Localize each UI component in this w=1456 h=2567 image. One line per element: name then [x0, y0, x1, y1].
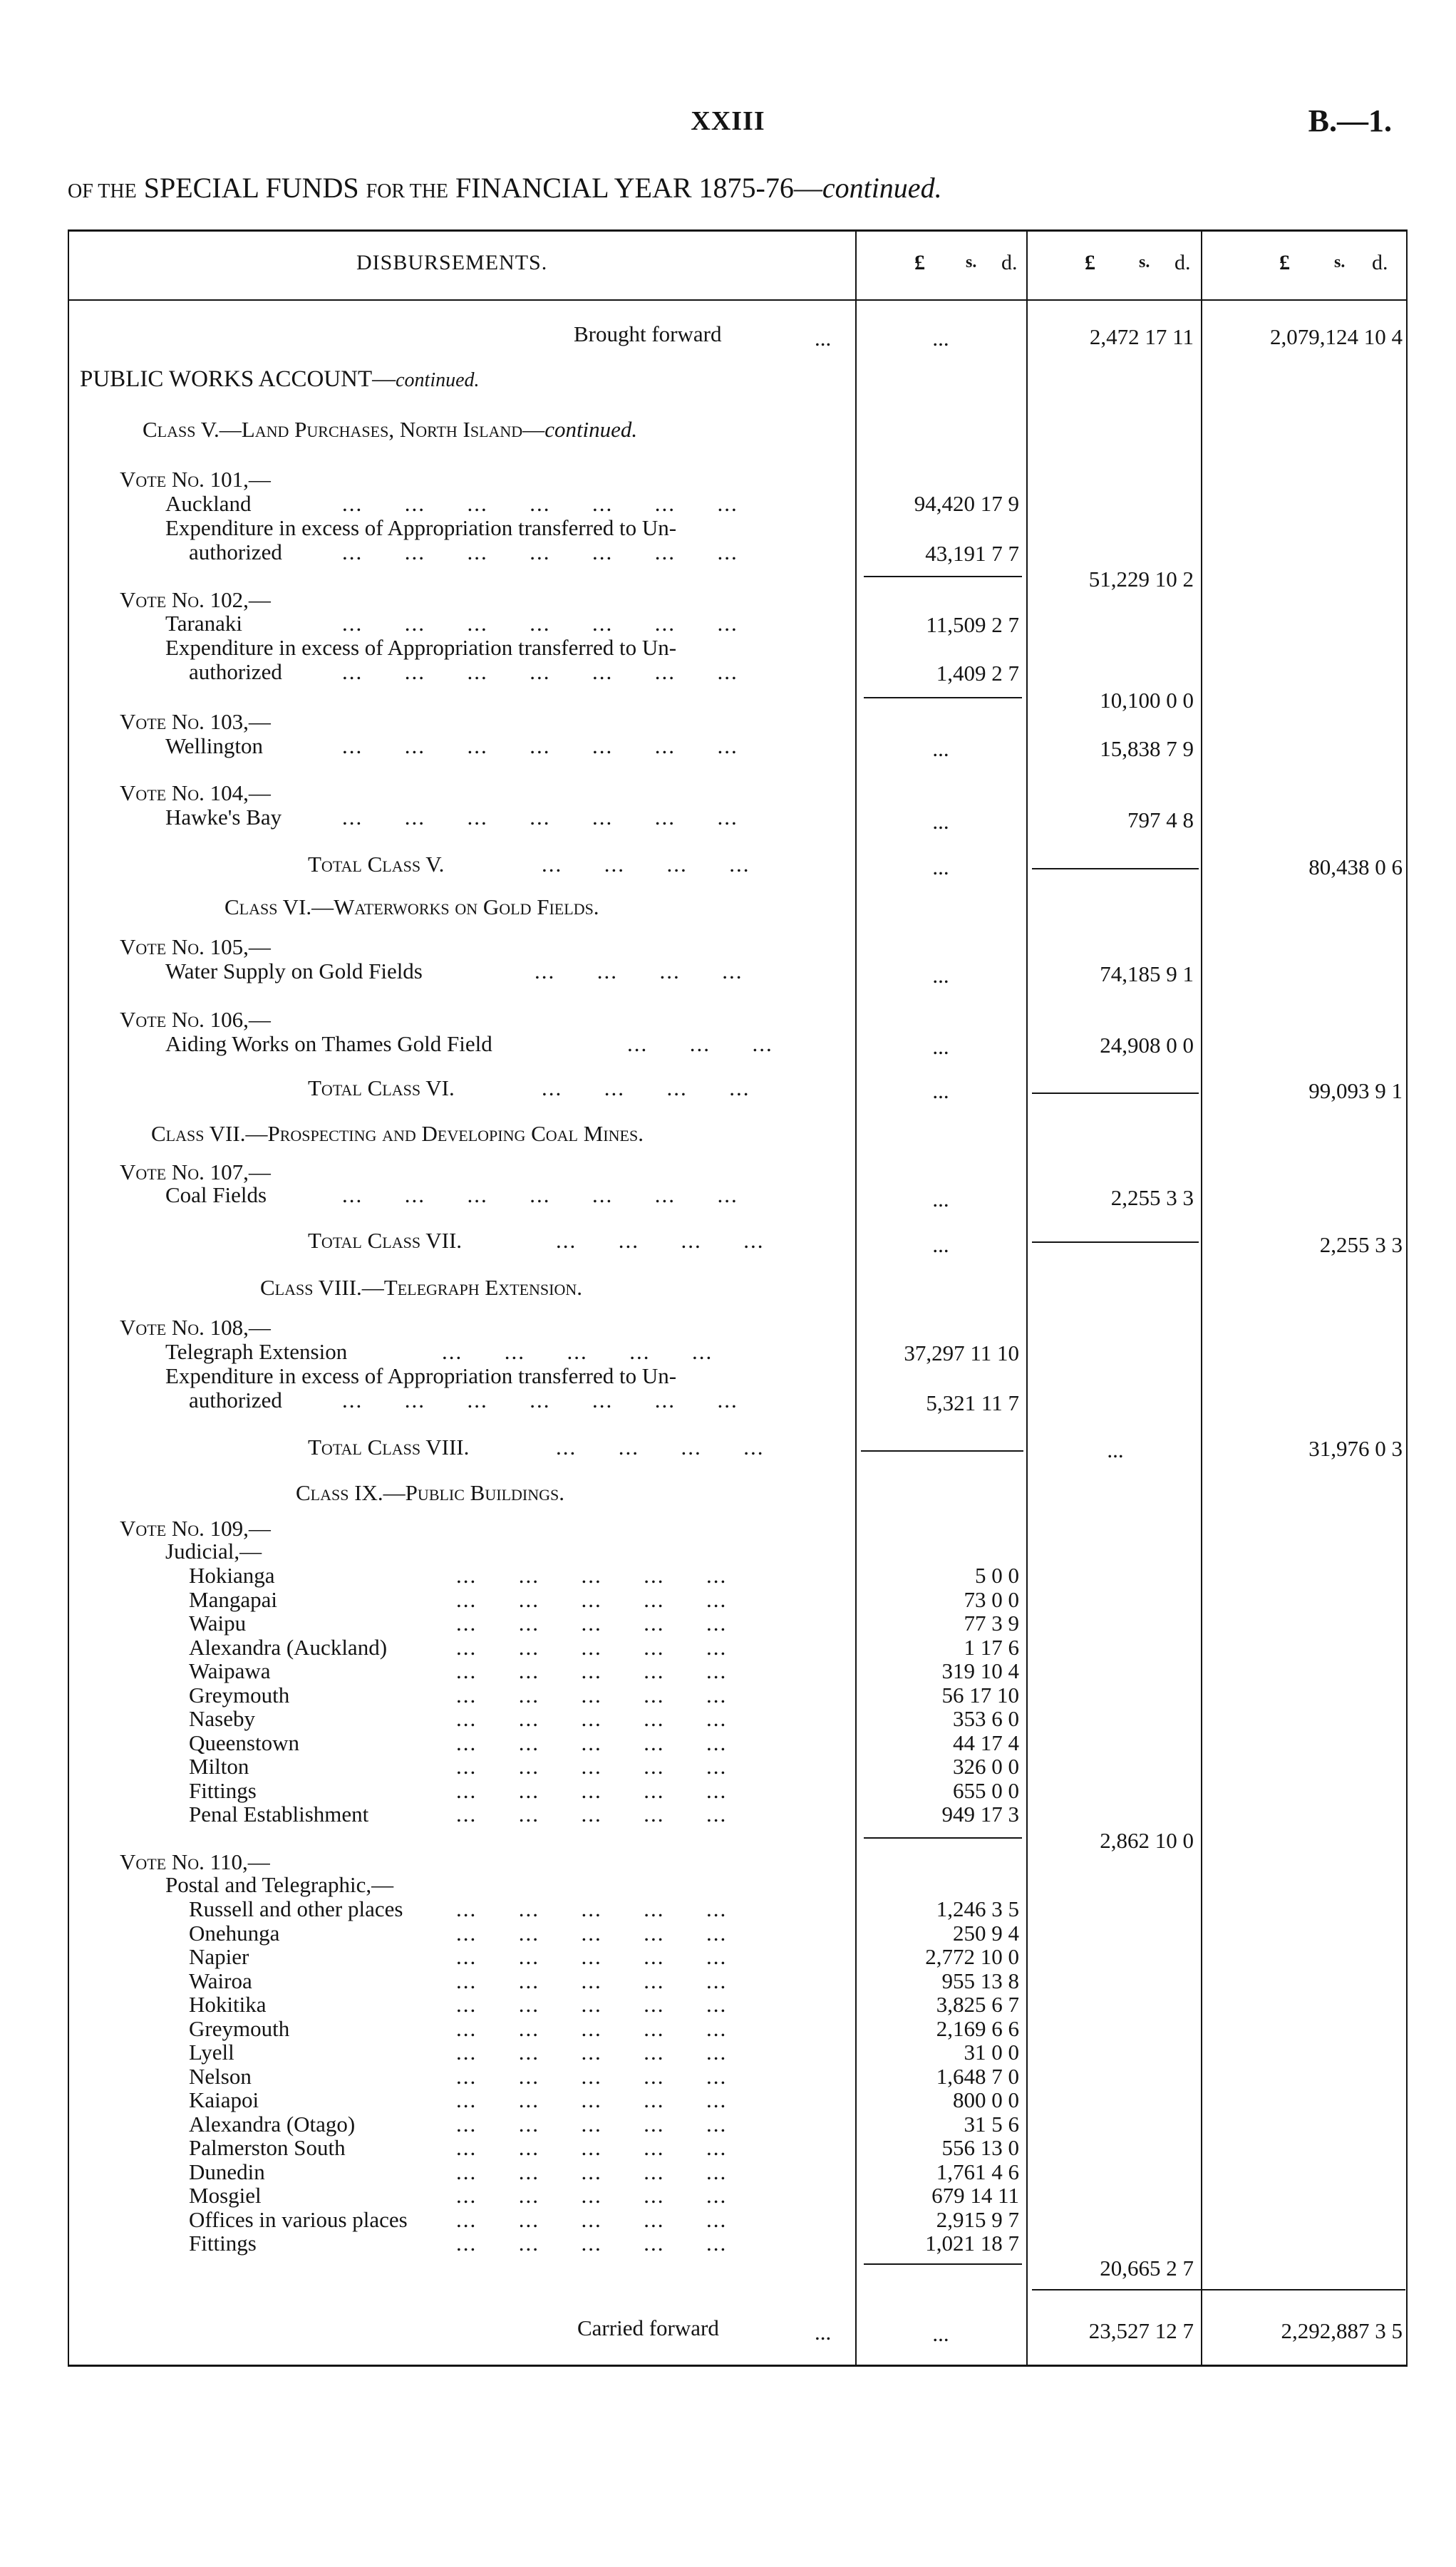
- column-header-pounds-3: £: [1279, 251, 1290, 274]
- list-item-name: Russell and other places: [189, 1896, 403, 1921]
- brought-forward-label: Brought forward: [574, 321, 722, 346]
- list-item-name: Waipawa: [189, 1658, 271, 1683]
- subtitle-main: SPECIAL FUNDS: [143, 172, 359, 204]
- vote-103-amount: 15,838 7 9: [1100, 736, 1194, 761]
- list-item-amount: 800 0 0: [953, 2087, 1019, 2112]
- vote-108-excess-line2: authorized: [189, 1388, 282, 1412]
- vote-102-subtotal: 10,100 0 0: [1100, 688, 1194, 713]
- carried-forward-col1: ...: [932, 2321, 949, 2346]
- total-rule: [861, 1450, 1023, 1452]
- vote-108-label: Vote No. 108,—: [120, 1315, 271, 1340]
- list-item-name: Onehunga: [189, 1920, 280, 1946]
- list-item-name: Mangapai: [189, 1586, 277, 1612]
- class-5-title: [143, 418, 637, 442]
- brought-forward-col1: ...: [932, 326, 949, 351]
- subtotal-rule: [864, 2263, 1022, 2265]
- vote-102-taranaki: Taranaki: [165, 611, 242, 636]
- leader-dots: ... ... ... ... ... ... ...: [342, 733, 738, 758]
- list-item-name: Alexandra (Otago): [189, 2111, 356, 2137]
- list-item-name: Napier: [189, 1944, 249, 1969]
- vote-104-hawkes-bay: Hawke's Bay: [165, 805, 282, 830]
- leader-dots: ... ... ... ... ... ... ...: [342, 805, 738, 830]
- total-rule: [1032, 1241, 1199, 1243]
- list-item-amount: 44 17 4: [953, 1730, 1019, 1755]
- list-item-name: Kaiapoi: [189, 2087, 259, 2112]
- vote-108-item-amount: 37,297 11 10: [904, 1341, 1019, 1365]
- list-item-name: Fittings: [189, 1777, 257, 1803]
- total-class-7-col1: ...: [932, 1232, 949, 1257]
- leader-dots: ... ... ... ... ...: [456, 1586, 728, 1612]
- leader-dots: ... ... ...: [627, 1031, 773, 1056]
- vote-101-auckland: Auckland: [165, 491, 252, 516]
- column-divider-3: [1201, 229, 1202, 2366]
- list-item-name: Greymouth: [189, 2015, 290, 2041]
- vote-105-item: Water Supply on Gold Fields: [165, 959, 423, 983]
- vote-109-group: Judicial,—: [165, 1539, 262, 1564]
- leader-dots: ... ... ... ... ... ... ...: [342, 1388, 738, 1412]
- leader-dots: ... ... ... ... ...: [456, 1611, 728, 1636]
- total-class-7-label: Total Class VII.: [308, 1228, 463, 1253]
- document-code: B.—1.: [1308, 103, 1392, 138]
- list-item-amount: 556 13 0: [941, 2135, 1019, 2160]
- leader-dots: ... ... ... ... ... ... ...: [342, 611, 738, 636]
- total-rule: [1032, 868, 1199, 869]
- leader-dots: ... ... ... ... ... ... ...: [342, 1182, 738, 1207]
- list-item-name: Wairoa: [189, 1968, 252, 1993]
- list-item-name: Mosgiel: [189, 2183, 262, 2208]
- page-subtitle: [68, 171, 942, 205]
- vote-108-excess-amount: 5,321 11 7: [926, 1390, 1019, 1415]
- list-item-amount: 31 0 0: [964, 2040, 1019, 2065]
- list-item-name: Waipu: [189, 1611, 247, 1636]
- vote-107-label: Vote No. 107,—: [120, 1159, 271, 1184]
- leader-dots: ... ... ... ...: [542, 1075, 750, 1100]
- leader-dots: ... ... ... ... ...: [456, 1968, 728, 1993]
- carried-forward-col3: 2,292,887 3 5: [1281, 2318, 1403, 2343]
- leader-dots: ... ... ... ... ... ... ...: [342, 539, 738, 564]
- total-class-5-col1: ...: [932, 854, 949, 879]
- leader-dots: ... ... ... ... ...: [456, 1896, 728, 1921]
- vote-102-taranaki-amount: 11,509 2 7: [926, 612, 1019, 637]
- list-item-name: Milton: [189, 1754, 249, 1779]
- subtotal-rule: [864, 697, 1022, 698]
- vote-105-amount: 74,185 9 1: [1100, 961, 1194, 986]
- list-item-amount: 77 3 9: [964, 1611, 1019, 1636]
- list-item-amount: 2,169 6 6: [936, 2015, 1019, 2041]
- list-item-amount: 2,915 9 7: [936, 2206, 1019, 2232]
- list-item-name: Greymouth: [189, 1682, 290, 1708]
- carried-forward-dots: ...: [815, 2320, 832, 2345]
- table-bottom-rule: [68, 2365, 1408, 2367]
- vote-108-item: Telegraph Extension: [165, 1339, 348, 1364]
- list-item-name: Palmerston South: [189, 2135, 346, 2160]
- carried-forward-rule: [1032, 2289, 1405, 2290]
- leader-dots: ... ... ... ...: [556, 1228, 765, 1253]
- leader-dots: ... ... ... ... ...: [456, 1706, 728, 1731]
- vote-103-col1: ...: [932, 736, 949, 761]
- class-5-title-main: Class V.—Land Purchases, North Island—: [143, 417, 545, 442]
- leader-dots: ... ... ... ... ...: [456, 2015, 728, 2041]
- list-item-amount: 955 13 8: [941, 1968, 1019, 1993]
- vote-110-group: Postal and Telegraphic,—: [165, 1872, 394, 1897]
- subtitle-for: FOR THE: [366, 180, 449, 202]
- leader-dots: ... ... ... ... ...: [456, 2111, 728, 2137]
- leader-dots: ... ... ... ... ...: [456, 1658, 728, 1683]
- table-top-rule: [68, 229, 1408, 232]
- column-divider-2: [1026, 229, 1028, 2366]
- vote-102-excess-line2: authorized: [189, 659, 282, 684]
- vote-101-excess-line1: Expenditure in excess of Appropriation transferred to Un-: [165, 515, 677, 540]
- total-class-6-label: Total Class VI.: [308, 1075, 455, 1100]
- column-header-pounds-2: £: [1085, 251, 1095, 274]
- brought-forward-dots: ...: [815, 326, 832, 351]
- vote-109-subtotal: 2,862 10 0: [1100, 1828, 1194, 1853]
- leader-dots: ... ... ... ... ... ... ...: [342, 659, 738, 684]
- leader-dots: ... ... ... ... ...: [456, 2231, 728, 2256]
- list-item-amount: 679 14 11: [931, 2183, 1019, 2208]
- list-item-amount: 1,648 7 0: [936, 2063, 1019, 2089]
- leader-dots: ... ... ... ... ...: [456, 1682, 728, 1708]
- header-bottom-rule: [68, 299, 1408, 301]
- list-item-amount: 3,825 6 7: [936, 1992, 1019, 2017]
- column-divider-1: [855, 229, 857, 2366]
- list-item-name: Queenstown: [189, 1730, 299, 1755]
- class-5-title-continued: continued.: [544, 417, 638, 442]
- leader-dots: ... ... ... ... ...: [456, 1944, 728, 1969]
- column-header-pence-1: d.: [1001, 251, 1018, 274]
- vote-102-label: Vote No. 102,—: [120, 587, 271, 612]
- list-item-name: Fittings: [189, 2231, 257, 2256]
- vote-101-label: Vote No. 101,—: [120, 467, 271, 492]
- subtitle-continued: continued.: [822, 172, 942, 204]
- list-item-amount: 56 17 10: [941, 1682, 1019, 1708]
- vote-110-subtotal: 20,665 2 7: [1100, 2256, 1194, 2281]
- vote-106-col1: ...: [932, 1034, 949, 1059]
- column-header-shillings-2: s.: [1139, 253, 1150, 272]
- class-8-title: Class VIII.—Telegraph Extension.: [260, 1275, 583, 1300]
- total-class-8-label: Total Class VIII.: [308, 1435, 470, 1460]
- vote-107-item: Coal Fields: [165, 1182, 267, 1207]
- list-item-amount: 1,021 18 7: [925, 2231, 1019, 2256]
- list-item-amount: 73 0 0: [964, 1586, 1019, 1612]
- list-item-amount: 1,761 4 6: [936, 2159, 1019, 2184]
- vote-109-label: Vote No. 109,—: [120, 1516, 271, 1541]
- vote-102-excess-amount: 1,409 2 7: [936, 661, 1019, 686]
- account-title-continued: continued.: [396, 369, 480, 391]
- column-header-shillings-3: s.: [1334, 253, 1346, 272]
- class-7-title: Class VII.—Prospecting and Developing Coal Mines.: [151, 1121, 644, 1146]
- column-header-shillings-1: s.: [966, 253, 977, 272]
- page-roman-numeral: XXIII: [691, 106, 765, 136]
- leader-dots: ... ... ... ... ...: [456, 1730, 728, 1755]
- brought-forward-col3: 2,079,124 10 4: [1270, 324, 1403, 349]
- vote-104-amount: 797 4 8: [1127, 807, 1194, 832]
- leader-dots: ... ... ... ... ...: [456, 1563, 728, 1588]
- leader-dots: ... ... ... ... ...: [456, 2206, 728, 2232]
- vote-103-label: Vote No. 103,—: [120, 709, 271, 734]
- vote-101-excess-amount: 43,191 7 7: [925, 541, 1019, 566]
- vote-105-label: Vote No. 105,—: [120, 934, 271, 959]
- carried-forward-col2: 23,527 12 7: [1088, 2318, 1194, 2343]
- list-item-amount: 1,246 3 5: [936, 1896, 1019, 1921]
- leader-dots: ... ... ... ... ...: [456, 2183, 728, 2208]
- vote-101-excess-line2: authorized: [189, 539, 282, 564]
- carried-forward-label: Carried forward: [577, 2315, 719, 2340]
- leader-dots: ... ... ... ... ...: [456, 1777, 728, 1803]
- list-item-amount: 949 17 3: [941, 1802, 1019, 1827]
- leader-dots: ... ... ... ...: [556, 1435, 765, 1460]
- account-title-main: PUBLIC WORKS ACCOUNT—: [80, 366, 396, 392]
- column-header-pounds-1: £: [914, 251, 925, 274]
- subtitle-prefix: OF THE: [68, 180, 137, 202]
- total-class-6-col1: ...: [932, 1078, 949, 1103]
- list-item-amount: 5 0 0: [975, 1563, 1019, 1588]
- subtotal-rule: [864, 1837, 1022, 1839]
- list-item-amount: 1 17 6: [964, 1634, 1019, 1660]
- list-item-name: Nelson: [189, 2063, 252, 2089]
- leader-dots: ... ... ... ...: [542, 852, 750, 877]
- vote-104-col1: ...: [932, 809, 949, 834]
- column-header-pence-3: d.: [1372, 251, 1388, 274]
- account-title: [80, 367, 480, 393]
- total-class-8-col2: ...: [1107, 1437, 1124, 1462]
- leader-dots: ... ... ... ...: [535, 959, 743, 983]
- vote-104-label: Vote No. 104,—: [120, 780, 271, 805]
- brought-forward-col2: 2,472 17 11: [1089, 324, 1194, 349]
- vote-108-excess-line1: Expenditure in excess of Appropriation transferred to Un-: [165, 1363, 677, 1388]
- table-left-border: [68, 229, 69, 2366]
- list-item-amount: 353 6 0: [953, 1706, 1019, 1731]
- leader-dots: ... ... ... ... ...: [442, 1339, 713, 1364]
- list-item-amount: 319 10 4: [941, 1658, 1019, 1683]
- vote-110-label: Vote No. 110,—: [120, 1849, 270, 1874]
- column-header-pence-2: d.: [1174, 251, 1191, 274]
- leader-dots: ... ... ... ... ...: [456, 1802, 728, 1827]
- vote-107-amount: 2,255 3 3: [1110, 1185, 1194, 1210]
- list-item-name: Penal Establishment: [189, 1802, 369, 1827]
- leader-dots: ... ... ... ... ...: [456, 2135, 728, 2160]
- total-class-5-amount: 80,438 0 6: [1308, 854, 1403, 879]
- list-item-amount: 655 0 0: [953, 1777, 1019, 1803]
- list-item-name: Alexandra (Auckland): [189, 1634, 388, 1660]
- list-item-amount: 2,772 10 0: [925, 1944, 1019, 1969]
- total-rule: [1032, 1093, 1199, 1094]
- leader-dots: ... ... ... ... ...: [456, 1754, 728, 1779]
- list-item-name: Hokianga: [189, 1563, 275, 1588]
- class-9-title: Class IX.—Public Buildings.: [296, 1480, 564, 1505]
- leader-dots: ... ... ... ... ...: [456, 2063, 728, 2089]
- column-header-disbursements: DISBURSEMENTS.: [356, 251, 548, 274]
- class-6-title: Class VI.—Waterworks on Gold Fields.: [224, 894, 599, 919]
- list-item-amount: 31 5 6: [964, 2111, 1019, 2137]
- list-item-name: Offices in various places: [189, 2206, 408, 2232]
- vote-107-col1: ...: [932, 1187, 949, 1212]
- vote-106-label: Vote No. 106,—: [120, 1007, 271, 1032]
- leader-dots: ... ... ... ... ...: [456, 1634, 728, 1660]
- vote-106-amount: 24,908 0 0: [1100, 1033, 1194, 1058]
- leader-dots: ... ... ... ... ...: [456, 1992, 728, 2017]
- total-class-7-amount: 2,255 3 3: [1319, 1232, 1403, 1257]
- subtitle-year: FINANCIAL YEAR 1875-76—: [455, 172, 822, 204]
- vote-103-wellington: Wellington: [165, 733, 263, 758]
- leader-dots: ... ... ... ... ... ... ...: [342, 491, 738, 516]
- leader-dots: ... ... ... ... ...: [456, 1920, 728, 1946]
- table-right-border: [1406, 229, 1408, 2366]
- subtotal-rule: [864, 576, 1022, 577]
- list-item-amount: 250 9 4: [953, 1920, 1019, 1946]
- list-item-amount: 326 0 0: [953, 1754, 1019, 1779]
- leader-dots: ... ... ... ... ...: [456, 2087, 728, 2112]
- list-item-name: Dunedin: [189, 2159, 265, 2184]
- total-class-6-amount: 99,093 9 1: [1308, 1078, 1403, 1103]
- leader-dots: ... ... ... ... ...: [456, 2040, 728, 2065]
- vote-106-item: Aiding Works on Thames Gold Field: [165, 1031, 492, 1056]
- vote-101-subtotal: 51,229 10 2: [1088, 567, 1194, 592]
- list-item-name: Lyell: [189, 2040, 234, 2065]
- vote-105-col1: ...: [932, 963, 949, 988]
- vote-101-auckland-amount: 94,420 17 9: [914, 491, 1019, 516]
- leader-dots: ... ... ... ... ...: [456, 2159, 728, 2184]
- total-class-5-label: Total Class V.: [308, 852, 445, 877]
- total-class-8-amount: 31,976 0 3: [1308, 1436, 1403, 1461]
- list-item-name: Naseby: [189, 1706, 255, 1731]
- list-item-name: Hokitika: [189, 1992, 267, 2017]
- vote-102-excess-line1: Expenditure in excess of Appropriation transferred to Un-: [165, 635, 677, 660]
